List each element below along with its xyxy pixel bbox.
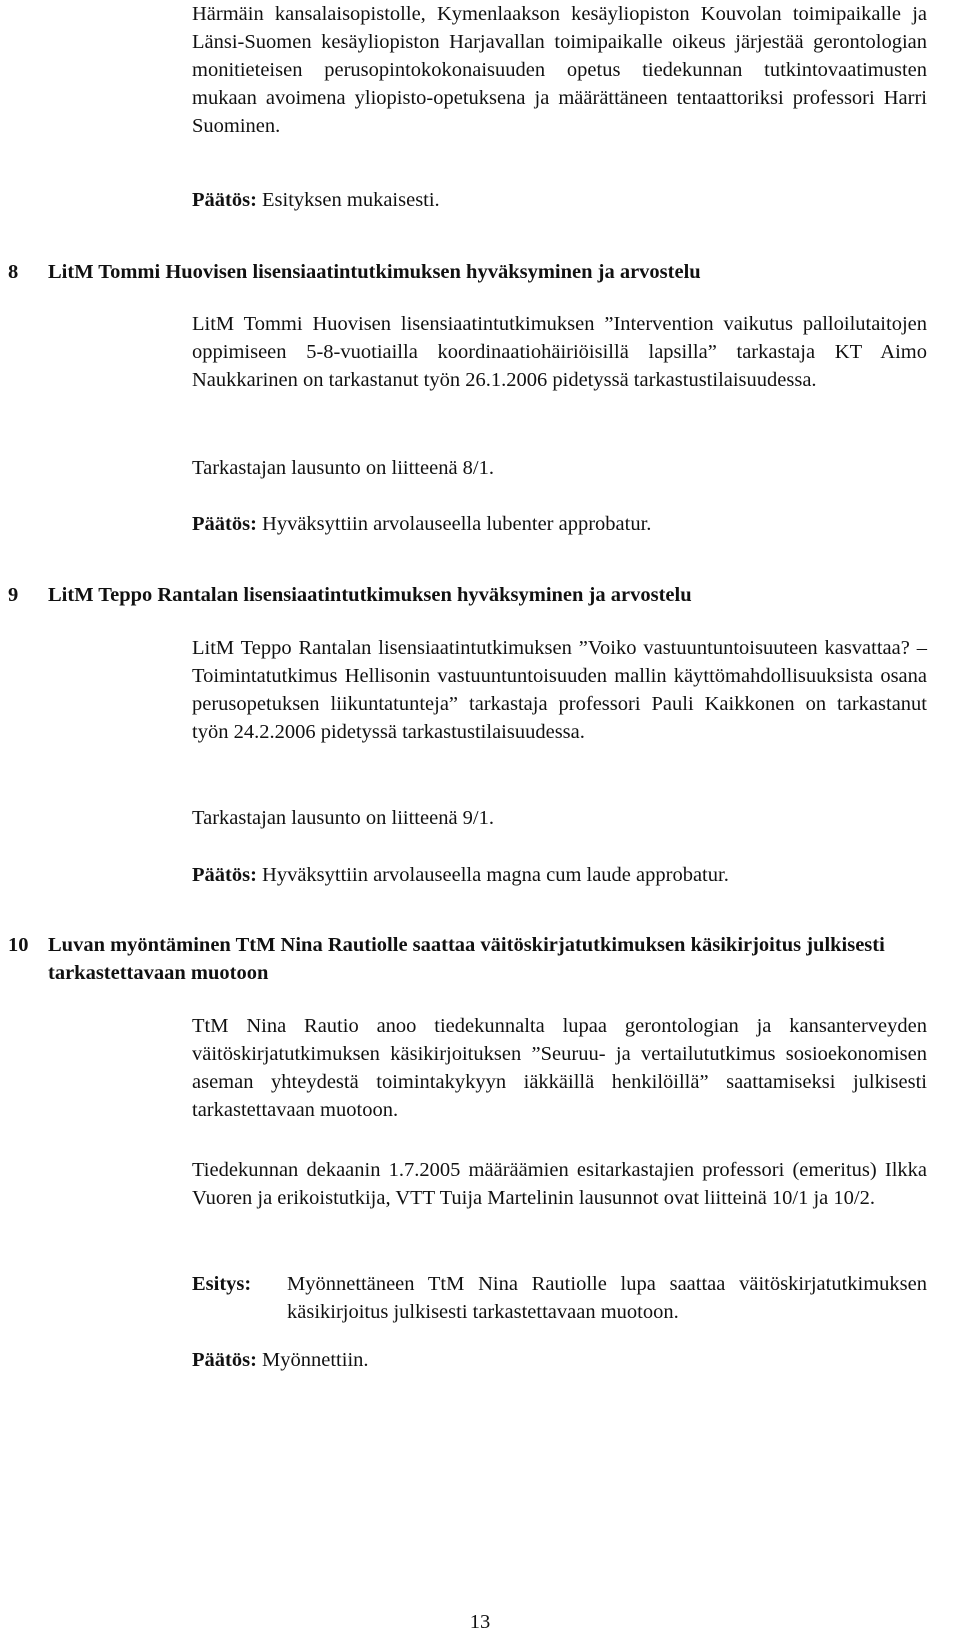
section-10-heading bbox=[8, 931, 938, 987]
section-10-paragraph-2: Tiedekunnan dekaanin 1.7.2005 määräämien esitarkastajien professori (emeritus) Ilkka Vuoren ja erikoistutkija, VTT Tuija Martelinin lausunnot ovat liitteinä 10/1 ja 10/2. bbox=[192, 1159, 927, 1209]
decision-text: Esityksen mukaisesti. bbox=[262, 189, 440, 211]
proposal-text: Myönnettäneen TtM Nina Rautiolle lupa saattaa väitöskirjatutkimuksen käsikirjoitus julkisesti tarkastettavaan muotoon. bbox=[287, 1273, 927, 1323]
intro-paragraph: Härmäin kansalaisopistolle, Kymenlaakson kesäyliopiston Kouvolan toimipaikalle ja Länsi-Suomen kesäyliopiston Harjavallan toimipaikalle oikeus järjestää gerontologian monitieteisen perusopintokokonaisuuden opetus tiedekunnan tutkintovaatimusten mukaan avoimena yliopisto-opetuksena ja määrättäneen tentaattoriksi professori Harri Suominen. bbox=[192, 3, 927, 137]
section-8-paragraph: LitM Tommi Huovisen lisensiaatintutkimuksen ”Intervention vaikutus palloilutaitojen oppimiseen 5-8-vuotiailla koordinaatiohäiriöisillä lapsilla” tarkastaja KT Aimo Naukkarinen on tarkastanut työn 26.1.2006 pidetyssä tarkastustilaisuudessa. bbox=[192, 313, 927, 391]
decision-label: Päätös: bbox=[192, 1349, 257, 1371]
section-number: 9 bbox=[8, 584, 19, 606]
decision-label: Päätös: bbox=[192, 513, 257, 535]
decision-text: Hyväksyttiin arvolauseella magna cum laude approbatur. bbox=[262, 864, 729, 886]
decision-text: Myönnettiin. bbox=[262, 1349, 369, 1371]
section-8-heading bbox=[8, 258, 938, 286]
section-9-statement: Tarkastajan lausunto on liitteenä 9/1. bbox=[192, 807, 494, 829]
section-8-decision bbox=[192, 510, 927, 538]
proposal-label: Esitys: bbox=[192, 1273, 252, 1295]
section-title: LitM Teppo Rantalan lisensiaatintutkimuksen hyväksyminen ja arvostelu bbox=[48, 584, 692, 606]
decision-text: Hyväksyttiin arvolauseella lubenter approbatur. bbox=[262, 513, 652, 535]
section-title: LitM Tommi Huovisen lisensiaatintutkimuksen hyväksyminen ja arvostelu bbox=[48, 261, 701, 283]
section-10-decision bbox=[192, 1346, 927, 1374]
section-8-statement: Tarkastajan lausunto on liitteenä 8/1. bbox=[192, 457, 494, 479]
page-number: 13 bbox=[469, 1611, 491, 1633]
section-number: 10 bbox=[8, 934, 29, 956]
section-number: 8 bbox=[8, 261, 19, 283]
section-9-heading bbox=[8, 581, 938, 609]
section-10-paragraph-1: TtM Nina Rautio anoo tiedekunnalta lupaa gerontologian ja kansanterveyden väitöskirjatutkimuksen käsikirjoituksen ”Seuruu- ja vertailututkimus sosioekonomisen aseman yhteydestä toimintakykyyn iäkkäillä henkilöillä” saattamiseksi julkisesti tarkastettavaan muotoon. bbox=[192, 1015, 927, 1121]
section-9-paragraph: LitM Teppo Rantalan lisensiaatintutkimuksen ”Voiko vastuuntuntoisuuteen kasvattaa? – Toimintatutkimus Hellisonin vastuuntuntoisuuden mallin käyttömahdollisuuksista osana perusopetuksen liikuntatunteja” tarkastaja professori Pauli Kaikkonen on tarkastanut työn 24.2.2006 pidetyssä tarkastustilaisuudessa. bbox=[192, 637, 927, 743]
decision-label: Päätös: bbox=[192, 189, 257, 211]
section-10-proposal bbox=[192, 1270, 927, 1326]
section-9-decision bbox=[192, 861, 927, 889]
decision-label: Päätös: bbox=[192, 864, 257, 886]
section-title: Luvan myöntäminen TtM Nina Rautiolle saattaa väitöskirjatutkimuksen käsikirjoitus julkisesti tarkastettavaan muotoon bbox=[48, 934, 885, 984]
intro-decision bbox=[192, 186, 927, 214]
